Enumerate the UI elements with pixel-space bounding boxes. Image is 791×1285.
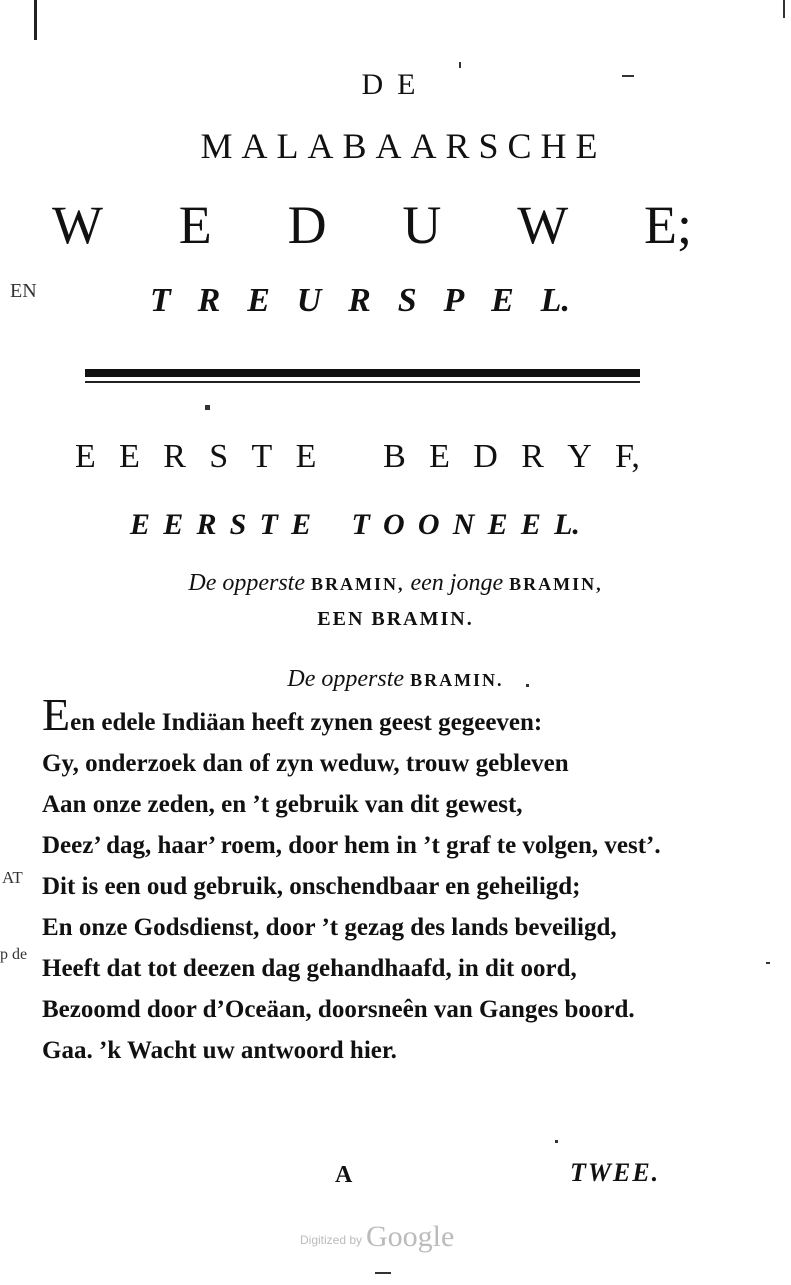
title-letter: S: [397, 282, 417, 319]
verse-line: Aan onze zeden, en ’t gebruik van dit gewest,: [42, 791, 523, 818]
act-letter: T: [251, 438, 273, 475]
cast-list-line2: EEN BRAMIN.: [317, 608, 474, 630]
title-letter: E: [178, 195, 212, 255]
act-letter: R: [163, 438, 186, 475]
scene-letter: T: [259, 508, 278, 541]
scene-letter: O: [417, 508, 440, 541]
title-treurspel: [150, 282, 570, 320]
scene-letter: T: [351, 508, 370, 541]
verse-line-text: en edele Indiäan heeft zynen geest gegeeven:: [70, 709, 543, 736]
scene-letter: E: [163, 508, 184, 541]
verse-line: Gy, onderzoek dan of zyn weduw, trouw gebleven: [42, 750, 569, 777]
verse-line: En onze Godsdienst, door ’t gezag des lands beveiligd,: [42, 914, 617, 941]
act-letter: Y: [567, 438, 592, 475]
title-letter: R: [197, 282, 221, 319]
ornament-rule-thick: [85, 369, 640, 377]
watermark-brand: Google: [366, 1220, 455, 1253]
scene-letter: O: [383, 508, 405, 541]
speaker-name: BRAMIN.: [410, 670, 504, 690]
speaker-title: De opperste: [287, 666, 405, 692]
scene-letter: E: [291, 508, 312, 541]
verse-line: Deez’ dag, haar’ roem, door hem in ’t graf te volgen, vest’.: [42, 832, 661, 859]
title-letter: E: [491, 282, 514, 319]
title-letter: L.: [540, 282, 570, 319]
act-letter: E: [429, 438, 450, 475]
ink-speck: [526, 684, 529, 687]
act-letter: E: [119, 438, 140, 475]
page-frame-left: [34, 0, 37, 40]
scene-letter: L.: [554, 508, 580, 541]
title-letter: U: [296, 282, 322, 319]
title-letter: E: [247, 282, 270, 319]
ink-speck: [622, 75, 634, 77]
act-letter: F,: [615, 438, 640, 475]
act-letter: E: [295, 438, 317, 475]
scene-letter: S: [229, 508, 247, 541]
catchword: TWEE.: [570, 1158, 661, 1187]
ink-speck: [205, 405, 210, 410]
watermark-digitized: Digitized by: [300, 1233, 363, 1247]
verse-line: Gaa. ’k Wacht uw antwoord hier.: [42, 1037, 397, 1064]
scene-letter: E: [130, 508, 151, 541]
margin-bleed-text: EN: [10, 280, 37, 302]
ink-speck: [459, 62, 461, 68]
title-letter: P: [443, 282, 465, 319]
verse-line: Heeft dat tot deezen dag gehandhaafd, in dit oord,: [42, 955, 577, 982]
scene-letter: E: [520, 508, 541, 541]
act-letter: E: [75, 438, 96, 475]
verse-line: [42, 689, 742, 743]
act-letter: D: [473, 438, 498, 475]
title-de: DE: [361, 68, 430, 101]
ornament-rule-thin: [85, 381, 640, 383]
page-frame-right: [783, 0, 785, 18]
cast-name: BRAMIN,: [509, 574, 603, 594]
scene-heading: [130, 508, 580, 542]
title-letter: E;: [644, 195, 692, 255]
ink-speck: [766, 962, 770, 964]
cast-role: De opperste: [188, 570, 305, 596]
verse-block: [42, 689, 742, 1071]
title-letter: T: [150, 282, 171, 319]
cast-list: [0, 570, 791, 597]
act-heading: [75, 438, 640, 476]
signature-mark: A: [335, 1162, 353, 1188]
title-letter: R: [348, 282, 371, 319]
cast-role: een jonge: [410, 570, 504, 596]
title-letter: W: [517, 195, 569, 255]
act-letter: R: [521, 438, 544, 475]
verse-line: Bezoomd door d’Oceäan, doorsneên van Ganges boord.: [42, 996, 635, 1023]
margin-bleed-text: AT: [2, 868, 23, 887]
title-malabaarsche: MALABAARSCHE: [200, 126, 607, 166]
drop-cap: E: [42, 689, 71, 740]
verse-line: Dit is een oud gebruik, onschendbaar en geheiligd;: [42, 873, 581, 900]
title-letter: W: [52, 195, 103, 255]
cast-name: BRAMIN,: [311, 574, 405, 594]
act-letter: S: [209, 438, 229, 475]
scene-letter: R: [196, 508, 217, 541]
title-weduwe: [52, 194, 692, 256]
title-letter: D: [287, 195, 327, 255]
margin-bleed-text: p de: [0, 946, 28, 963]
title-letter: U: [402, 195, 442, 255]
ink-speck: [375, 1272, 391, 1274]
scene-letter: N: [452, 508, 475, 541]
act-letter: B: [383, 438, 406, 475]
scene-letter: E: [487, 508, 508, 541]
ink-speck: [555, 1140, 558, 1143]
speaker-heading: [0, 666, 791, 693]
